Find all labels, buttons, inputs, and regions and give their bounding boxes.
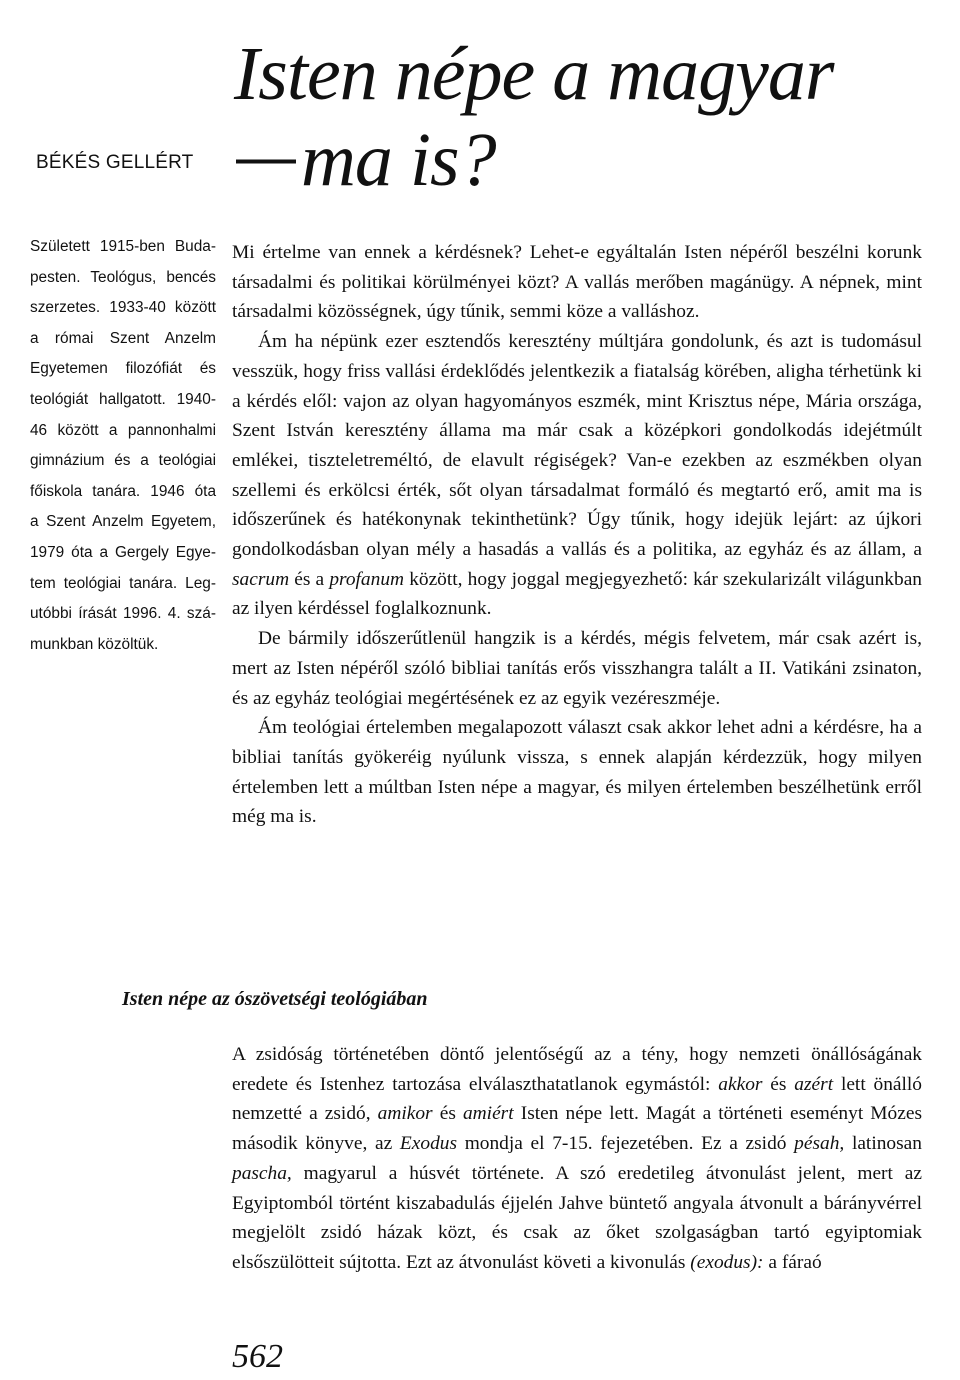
text-run: Isten népe lett. Magát a történeti eseményt Mózes második könyve, az (232, 1103, 922, 1155)
article-body-section (232, 1040, 922, 1278)
title-dash: — (236, 123, 295, 190)
emphasis: amikor (377, 1103, 433, 1125)
text-run: magyarul a húsvét története. A szó eredetileg átvonulást jelent, mert az Egyiptomból történt kiszabadulás éjjelén Jahve büntető angyala átvonult a bárányvérrel megjelölt zsidó házak közt, és csak az őket szolgaságban tartó egyiptomiak elsőszülötteit sújtotta. Ezt az átvonulást követi a kivonulás (232, 1162, 922, 1273)
bio-line: a Szent Anzelm Egyetem, (30, 513, 216, 531)
text-run: Ám ha népünk ezer esztendős keresztény múltjára gondolunk, és azt is tudomásul vesszük, hogy friss vallási érdeklődés jelentkezik a fiatalság körében, aligha térhetünk ki a kérdés elől: vajon az olyan hagyományos eszmék, mint Krisztus népe, Mária országa, Szent István keresztény állama ma már csak a középkori gondolkodás idejétmúlt emlékei, tiszteletreméltó, de elavult régiségek? Van-e ezekben az eszmékben olyan szellemi és erkölcsi érték, sőt olyan társadalmat formáló és megtartó erő, amit ma is időszerűnek és hatékonynak tekinthetünk? Úgy tűnik, hogy idejük lejárt: az újkori gondolkodásban olyan mély a hasadás a vallás és a politika, az egyház és az állam, a (232, 331, 922, 561)
emphasis: amiért (462, 1103, 514, 1125)
bio-line: tem teológiai tanára. Leg- (30, 574, 216, 592)
paragraph (232, 1040, 922, 1278)
bio-line: 46 között a pannonhalmi (30, 421, 216, 439)
text-run: között, hogy joggal megjegyezhető: kár szekularizált világunkban az ilyen kérdéssel foglalkoznunk. (232, 568, 922, 620)
text-run: mondja el 7-15. fejezetében. Ez a zsidó (464, 1133, 787, 1155)
emphasis: pascha, (232, 1162, 292, 1184)
bio-line: a római Szent Anzelm (30, 329, 216, 347)
author-name: BÉKÉS GELLÉRT (36, 152, 194, 173)
emphasis: Exodus (399, 1133, 458, 1155)
emphasis: sacrum (232, 568, 290, 590)
bio-line: 1979 óta a Gergely Egye- (30, 543, 216, 561)
text-run: latinosan (851, 1133, 922, 1155)
bio-line: Született 1915-ben Buda- (30, 238, 216, 255)
bio-line: pesten. Teológus, bencés (30, 268, 216, 286)
paragraph (232, 327, 922, 624)
author-bio (30, 232, 216, 660)
emphasis: pésah, (794, 1133, 845, 1155)
text-run: A zsidóság történetében döntő jelentőségű az a tény, hogy nemzeti önállóságának eredete és Istenhez tartozása elválaszthatatlanok egymástól: (232, 1044, 922, 1095)
text-run: és (770, 1073, 787, 1095)
bio-line: gimnázium és a teológiai (30, 452, 216, 470)
text-run: és a (294, 568, 325, 590)
emphasis: azért (794, 1073, 834, 1095)
text-run: a fáraó (768, 1251, 822, 1273)
section-heading: Isten népe az ószövetségi teológiában (122, 988, 428, 1010)
emphasis: profanum (329, 568, 405, 590)
page-number: 562 (232, 1338, 283, 1375)
bio-line: főiskola tanára. 1946 óta (30, 482, 216, 500)
paragraph: Mi értelme van ennek a kérdésnek? Lehet-e egyáltalán Isten népéről beszélni korunk társadalmi és politikai körülményei közt? A vallás merőben magánügy. A népnek, mint társadalmi közösségnek, úgy tűnik, semmi köze a valláshoz. (232, 242, 922, 323)
title-line-2-text: ma is? (301, 118, 496, 202)
bio-line: teológiát hallgatott. 1940- (30, 390, 216, 408)
bio-line: utóbbi írását 1996. 4. szá- (30, 605, 216, 623)
bio-line: munkban közöltük. (30, 635, 159, 653)
text-run: lett önálló nemzetté a zsidó, (232, 1073, 923, 1125)
emphasis: (exodus): (690, 1251, 764, 1273)
article-title-line-1: Isten népe a magyar (234, 32, 834, 116)
paragraph: Ám teológiai értelemben megalapozott választ csak akkor lehet adni a kérdésre, ha a bibliai tanítás gyökeréig nyúlunk vissza, s ennek alapján kérdezzük, hogy milyen értelemben lett a múltban Isten népe a magyar, és milyen értelemben beszélhetünk erről még ma is. (232, 717, 922, 828)
text-run: és (439, 1103, 456, 1125)
bio-line: Egyetemen filozófiát és (30, 360, 216, 378)
paragraph: De bármily időszerűtlenül hangzik is a kérdés, mégis felvetem, már csak azért is, mert az Isten népéről szóló bibliai tanítás erős visszhangra talált a II. Vatikáni zsinaton, és az egyház teológiai megértésének ez az egyik vezéreszméje. (232, 628, 922, 709)
article-title-line-2 (236, 118, 496, 202)
emphasis: akkor (718, 1073, 763, 1095)
article-body-intro (232, 238, 922, 832)
bio-line: szerzetes. 1933-40 között (30, 299, 216, 317)
